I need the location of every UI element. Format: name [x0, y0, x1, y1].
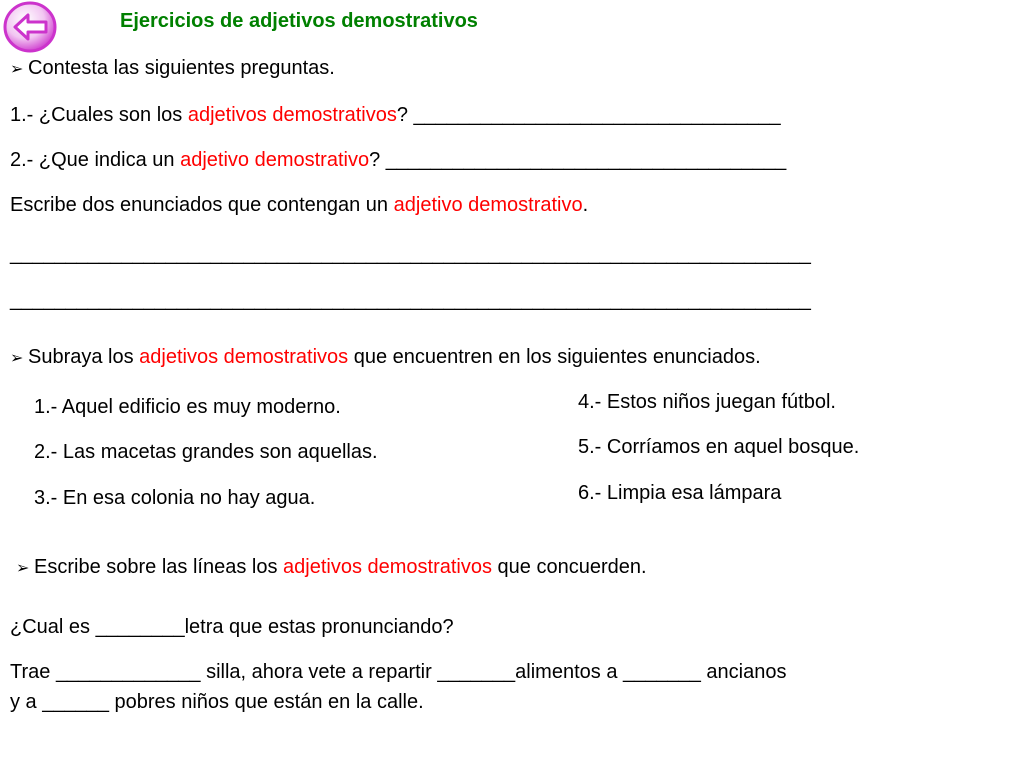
fill-sentence-1: ¿Cual es ________letra que estas pronunciando? — [10, 616, 454, 638]
list-item: 1.- Aquel edificio es muy moderno. — [34, 396, 341, 418]
bullet-arrow-icon: ➢ — [10, 61, 24, 78]
list-item: 3.- En esa colonia no hay agua. — [34, 487, 316, 509]
fill-sentence-2-line-2: y a ______ pobres niños que están en la calle. — [10, 691, 424, 713]
section1-heading: ➢ Contesta las siguientes preguntas. — [10, 56, 335, 82]
bullet-arrow-icon: ➢ — [16, 560, 30, 577]
write-instruction: Escribe dos enunciados que contengan un adjetivo demostrativo. — [10, 194, 589, 216]
page-title: Ejercicios de adjetivos demostrativos — [120, 10, 478, 32]
list-item: 4.- Estos niños juegan fútbol. — [578, 391, 836, 413]
answer-line-2: ________________________________________________________________________ — [10, 289, 811, 311]
section3-heading: ➢ Escribe sobre las líneas los adjetivos demostrativos que concuerden. — [16, 555, 647, 581]
fill-sentence-2-line-1: Trae _____________ silla, ahora vete a repartir _______alimentos a _______ ancianos — [10, 661, 787, 683]
back-button[interactable] — [2, 0, 58, 54]
list-item: 2.- Las macetas grandes son aquellas. — [34, 441, 378, 463]
list-item: 5.- Corríamos en aquel bosque. — [578, 436, 860, 458]
list-item: 6.- Limpia esa lámpara — [578, 482, 782, 504]
answer-line-1: ________________________________________________________________________ — [10, 243, 811, 265]
left-arrow-icon — [2, 0, 58, 54]
section2-heading: ➢ Subraya los adjetivos demostrativos que encuentren en los siguientes enunciados. — [10, 345, 761, 371]
question-2: 2.- ¿Que indica un adjetivo demostrativo? ____________________________________ — [10, 149, 787, 171]
question-1: 1.- ¿Cuales son los adjetivos demostrativos? _________________________________ — [10, 104, 781, 126]
bullet-arrow-icon: ➢ — [10, 350, 24, 367]
